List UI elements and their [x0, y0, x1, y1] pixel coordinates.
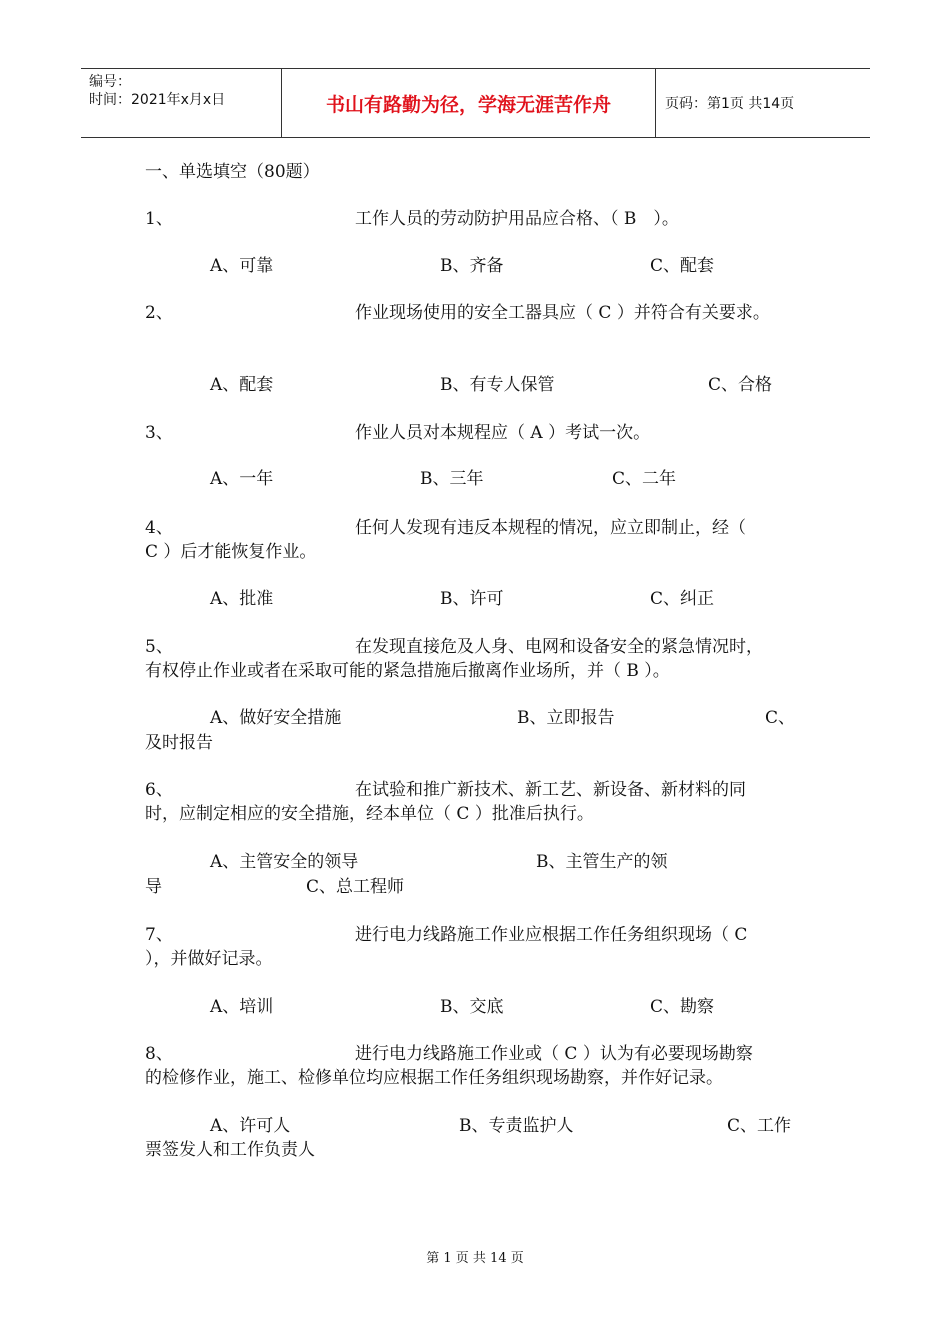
- option-c-continued: 票签发人和工作负责人: [145, 1140, 315, 1160]
- question-number: 1、: [145, 209, 173, 229]
- question-text: 作业人员对本规程应（ A ）考试一次。: [355, 423, 651, 443]
- option-c-continued: 及时报告: [145, 733, 213, 753]
- question-text-continued: ），并做好记录。: [145, 949, 273, 969]
- question-number: 3、: [145, 423, 173, 443]
- option-b-continued: 导: [145, 877, 162, 897]
- page-footer: 第 1 页 共 14 页: [426, 1251, 524, 1266]
- option-b: B、三年: [420, 469, 484, 489]
- option-b: B、有专人保管: [440, 375, 555, 395]
- option-c: C、配套: [650, 256, 715, 276]
- option-a: A、培训: [210, 997, 274, 1017]
- question-text: 在试验和推广新技术、新工艺、新设备、新材料的同: [355, 780, 746, 800]
- option-a: A、可靠: [210, 256, 274, 276]
- question-text: 任何人发现有违反本规程的情况，应立即制止，经（: [355, 518, 746, 538]
- question-number: 2、: [145, 303, 173, 323]
- header-page-info: 页码：第1页 共14页: [665, 96, 795, 112]
- question-text-continued: C ）后才能恢复作业。: [145, 542, 317, 562]
- question-text: 在发现直接危及人身、电网和设备安全的紧急情况时，: [355, 637, 763, 657]
- option-b: B、齐备: [440, 256, 504, 276]
- option-c: C、纠正: [650, 589, 715, 609]
- question-text-continued: 时，应制定相应的安全措施，经本单位（ C ）批准后执行。: [145, 804, 594, 824]
- option-b: B、立即报告: [517, 708, 615, 728]
- question-text: 进行电力线路施工作业或（ C ）认为有必要现场勘察: [355, 1044, 753, 1064]
- header-meta: [89, 73, 225, 109]
- question-text-continued: 的检修作业，施工、检修单位均应根据工作任务组织现场勘察，并作好记录。: [145, 1068, 723, 1088]
- option-a: A、主管安全的领导: [210, 852, 359, 872]
- question-number: 6、: [145, 780, 173, 800]
- number-label: 编号：: [89, 74, 131, 90]
- option-c: C、勘察: [650, 997, 715, 1017]
- option-a: A、配套: [210, 375, 274, 395]
- section-title: 一、单选填空（80题）: [145, 162, 320, 182]
- option-a: A、许可人: [210, 1116, 291, 1136]
- question-text: 工作人员的劳动防护用品应合格、（ B ）。: [355, 209, 679, 229]
- option-b: B、许可: [440, 589, 504, 609]
- option-c: C、总工程师: [306, 877, 405, 897]
- header-motto: 书山有路勤为径，学海无涯苦作舟: [325, 93, 611, 116]
- option-c: C、: [765, 708, 796, 728]
- question-text-continued: 有权停止作业或者在采取可能的紧急措施后撤离作业场所，并（ B ）。: [145, 661, 670, 681]
- time-label: 时间：2021年x月x日: [89, 92, 226, 108]
- question-number: 4、: [145, 518, 173, 538]
- option-a: A、批准: [210, 589, 274, 609]
- option-a: A、做好安全措施: [210, 708, 342, 728]
- page-header: [81, 68, 870, 138]
- option-b: B、主管生产的领: [536, 852, 668, 872]
- question-text: 进行电力线路施工作业应根据工作任务组织现场（ C: [355, 925, 748, 945]
- option-b: B、专责监护人: [459, 1116, 574, 1136]
- option-c: C、二年: [612, 469, 677, 489]
- option-c: C、合格: [708, 375, 773, 395]
- header-divider: [655, 69, 656, 137]
- option-b: B、交底: [440, 997, 504, 1017]
- question-number: 8、: [145, 1044, 173, 1064]
- question-number: 7、: [145, 925, 173, 945]
- option-c: C、工作: [727, 1116, 792, 1136]
- question-text: 作业现场使用的安全工器具应（ C ）并符合有关要求。: [355, 303, 770, 323]
- question-number: 5、: [145, 637, 173, 657]
- option-a: A、一年: [210, 469, 274, 489]
